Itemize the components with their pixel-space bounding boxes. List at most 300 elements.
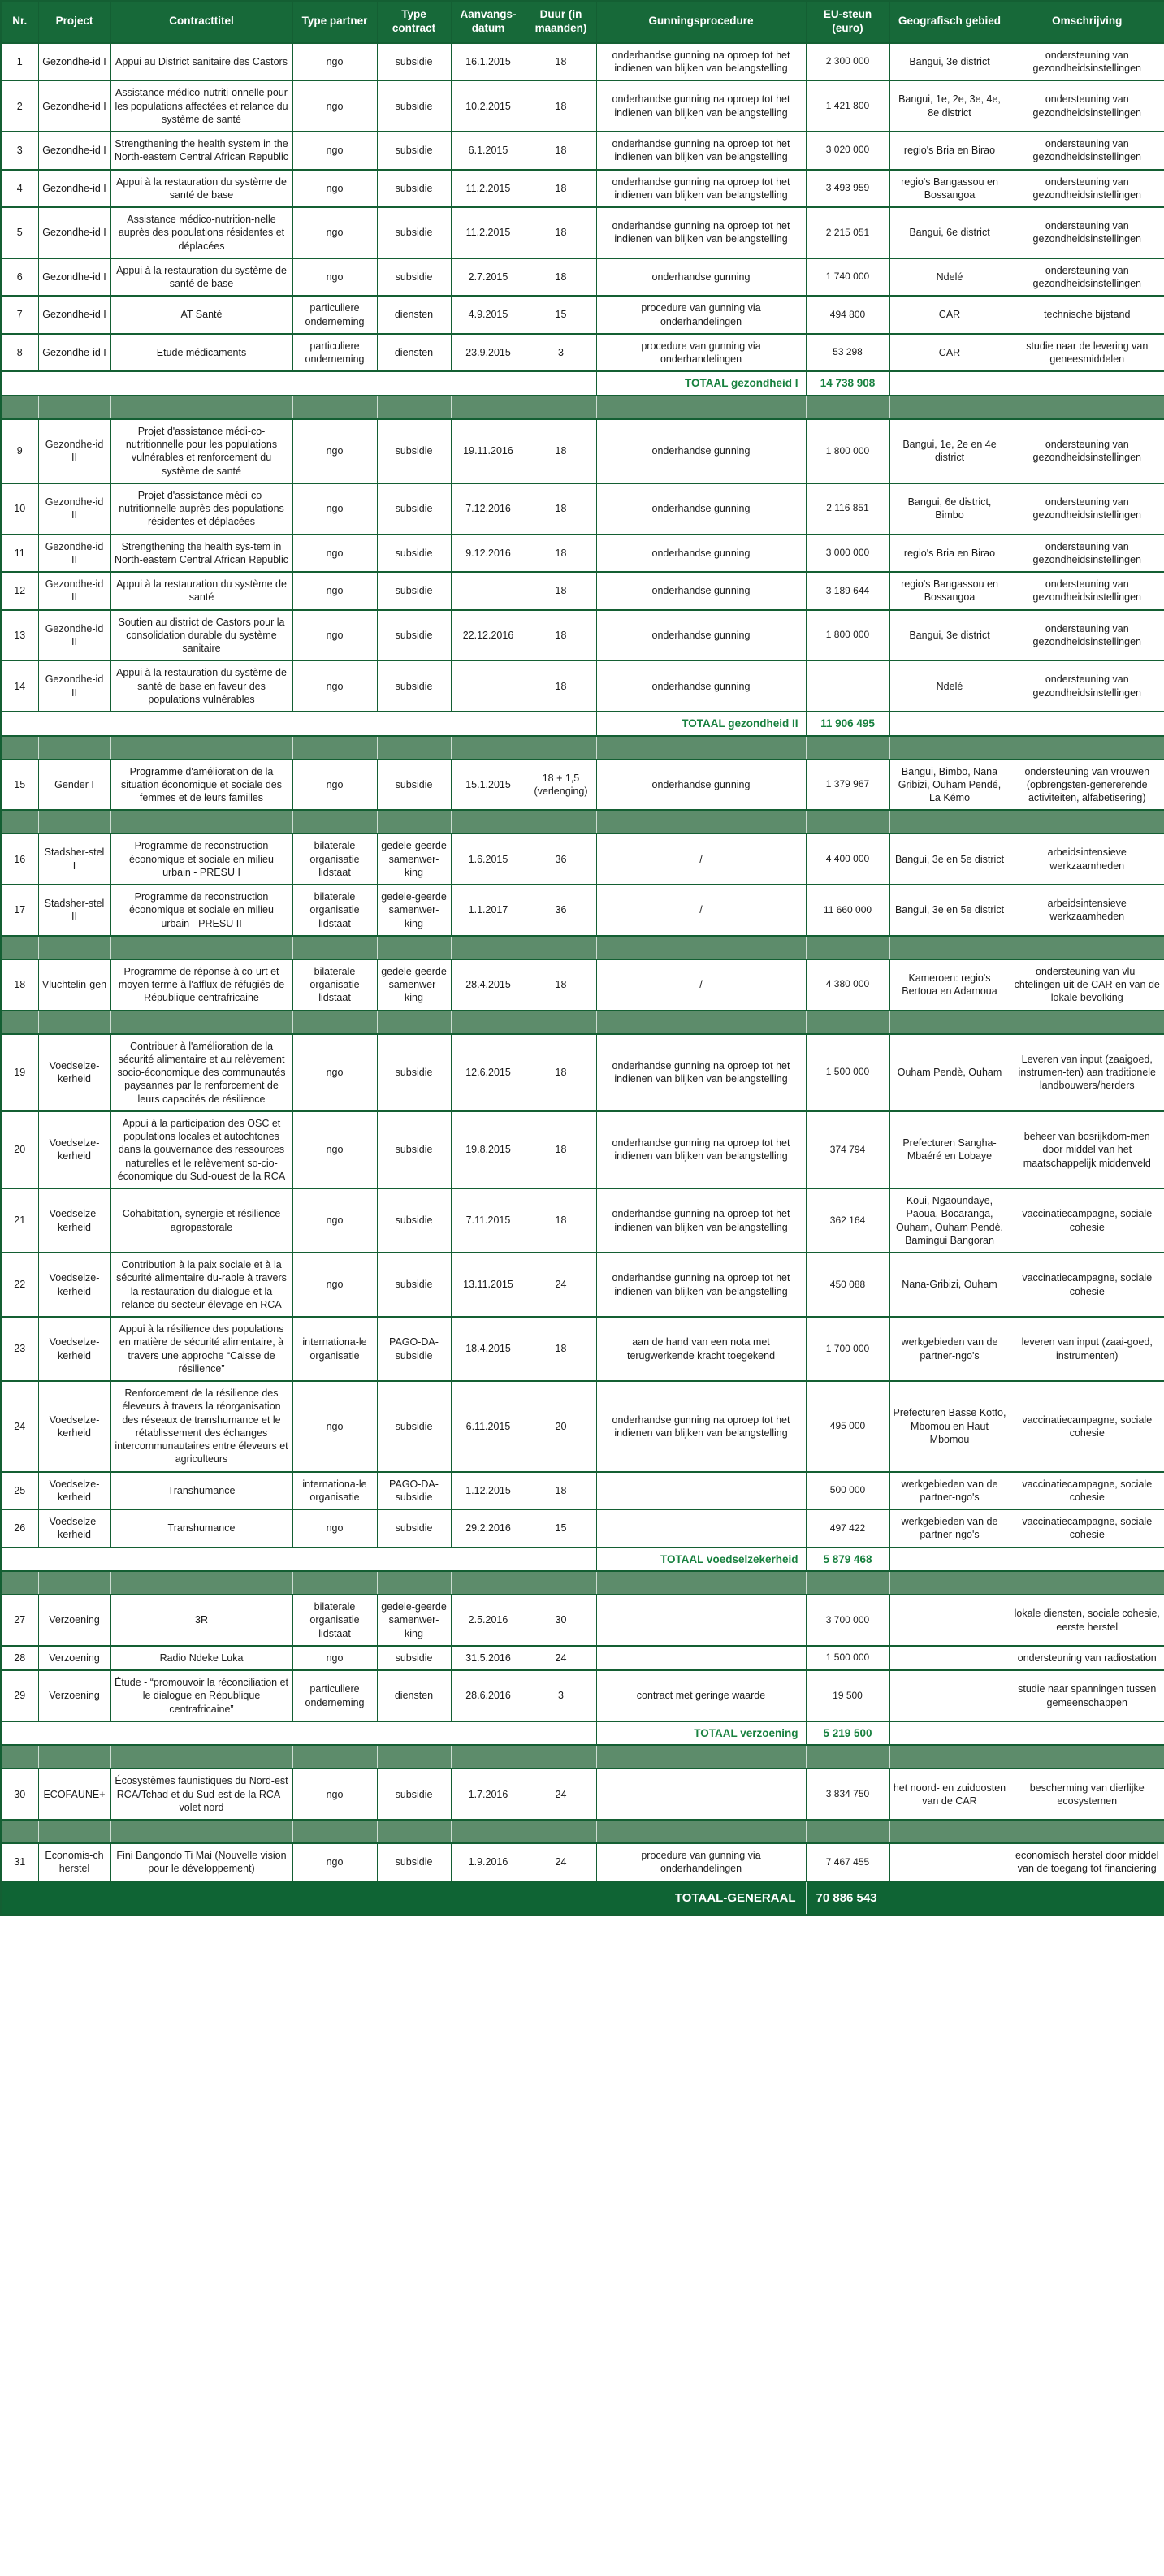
cell: Voedselze-kerheid [38, 1317, 110, 1381]
cell: Appui au District sanitaire des Castors [110, 43, 292, 81]
cell: subsidie [377, 258, 451, 297]
cell: Programme de reconstruction économique et sociale en milieu urbain - PRESU II [110, 885, 292, 936]
separator-band-cell [38, 736, 110, 760]
cell: 497 422 [806, 1509, 889, 1548]
cell: 11.2.2015 [451, 207, 526, 258]
total-value: 5 879 468 [806, 1548, 889, 1572]
separator-band-cell [377, 1745, 451, 1769]
separator-band-cell [110, 810, 292, 833]
header-cell: Contracttitel [110, 1, 292, 43]
cell: particuliere onderneming [292, 1670, 377, 1721]
separator-band-cell [1010, 936, 1164, 959]
cell: ngo [292, 1843, 377, 1881]
cell: CAR [889, 296, 1010, 334]
separator-band-cell [596, 1011, 806, 1034]
separator-band-cell [1, 1820, 38, 1843]
cell: 18 [526, 535, 596, 573]
cell: studie naar de levering van geneesmiddelen [1010, 334, 1164, 372]
cell: onderhandse gunning [596, 572, 806, 610]
table-row [1, 1034, 1164, 1111]
cell: 6.11.2015 [451, 1381, 526, 1472]
cell: 1 700 000 [806, 1317, 889, 1381]
cell: 15 [526, 296, 596, 334]
separator-band [1, 1820, 1164, 1843]
cell: ondersteuning van gezondheidsinstellingen [1010, 43, 1164, 81]
cell: ondersteuning van gezondheidsinstellingen [1010, 572, 1164, 610]
separator-band-cell [1010, 810, 1164, 833]
cell: 18 [526, 419, 596, 483]
cell: 19 [1, 1034, 38, 1111]
cell: 18 [526, 1034, 596, 1111]
separator-band-cell [1, 1571, 38, 1595]
cell: 5 [1, 207, 38, 258]
cell: Bangui, 1e, 2e, 3e, 4e, 8e district [889, 80, 1010, 132]
cell: 2 215 051 [806, 207, 889, 258]
cell: Ndelé [889, 258, 1010, 297]
cell: 2 [1, 80, 38, 132]
cell: Verzoening [38, 1595, 110, 1646]
cell: ngo [292, 170, 377, 208]
cell: Voedselze-kerheid [38, 1253, 110, 1317]
cell: Projet d'assistance médi-co-nutritionnelle auprès des populations résidentes et déplacées [110, 483, 292, 535]
separator-band-cell [596, 1745, 806, 1769]
cell: Etude médicaments [110, 334, 292, 372]
separator-band-cell [1, 810, 38, 833]
cell: Appui à la restauration du système de santé de base [110, 170, 292, 208]
cell: 1 [1, 43, 38, 81]
cell: ngo [292, 1111, 377, 1188]
cell: Bangui, 3e district [889, 43, 1010, 81]
cell: 36 [526, 885, 596, 936]
cell: 7.11.2015 [451, 1188, 526, 1253]
cell: Bangui, 1e, 2e en 4e district [889, 419, 1010, 483]
table-row [1, 660, 1164, 712]
cell: 28.6.2016 [451, 1670, 526, 1721]
cell: Economis-ch herstel [38, 1843, 110, 1881]
cell: 6.1.2015 [451, 132, 526, 170]
separator-band-cell [292, 1745, 377, 1769]
separator-band-cell [377, 1011, 451, 1034]
separator-band-cell [292, 1011, 377, 1034]
cell: ngo [292, 419, 377, 483]
header-cell: Type partner [292, 1, 377, 43]
table-header [1, 1, 1164, 43]
total-label: TOTAAL voedselzekerheid [596, 1548, 806, 1572]
cell: Cohabitation, synergie et résilience agropastorale [110, 1188, 292, 1253]
separator-band-cell [1010, 736, 1164, 760]
cell: Nana-Gribizi, Ouham [889, 1253, 1010, 1317]
table-row [1, 572, 1164, 610]
cell: Gender I [38, 760, 110, 811]
cell: 2.7.2015 [451, 258, 526, 297]
table-row [1, 1646, 1164, 1670]
cell: bilaterale organisatie lidstaat [292, 1595, 377, 1646]
separator-band-cell [526, 396, 596, 419]
cell: 12 [1, 572, 38, 610]
cell: 1 740 000 [806, 258, 889, 297]
total-spacer [1, 712, 596, 736]
cell: Verzoening [38, 1646, 110, 1670]
total-tail [889, 1721, 1164, 1746]
table-row [1, 535, 1164, 573]
header-cell: Type contract [377, 1, 451, 43]
cell: 18 [526, 258, 596, 297]
cell: 1.9.2016 [451, 1843, 526, 1881]
table-row [1, 419, 1164, 483]
cell: Strengthening the health sys-tem in North-eastern Central African Republic [110, 535, 292, 573]
separator-band-cell [110, 736, 292, 760]
cell: 26 [1, 1509, 38, 1548]
cell: 1 800 000 [806, 419, 889, 483]
cell: 3 189 644 [806, 572, 889, 610]
cell: subsidie [377, 207, 451, 258]
cell: werkgebieden van de partner-ngo's [889, 1509, 1010, 1548]
cell: Voedselze-kerheid [38, 1111, 110, 1188]
cell: 18 [526, 1472, 596, 1510]
table-row [1, 170, 1164, 208]
separator-band-cell [1, 1011, 38, 1034]
separator-band-cell [889, 936, 1010, 959]
separator-band-cell [596, 396, 806, 419]
separator-band-cell [1, 736, 38, 760]
cell: 15.1.2015 [451, 760, 526, 811]
cell: Koui, Ngaoundaye, Paoua, Bocaranga, Ouham, Ouham Pendè, Bamingui Bangoran [889, 1188, 1010, 1253]
separator-band-cell [526, 736, 596, 760]
total-tail [889, 1548, 1164, 1572]
cell: 24 [526, 1253, 596, 1317]
separator-band [1, 1745, 1164, 1769]
header-cell: Omschrijving [1010, 1, 1164, 43]
separator-band-cell [377, 936, 451, 959]
cell: 15 [1, 760, 38, 811]
separator-band-cell [889, 736, 1010, 760]
cell: 16.1.2015 [451, 43, 526, 81]
cell: onderhandse gunning na oproep tot het indienen van blijken van belangstelling [596, 1253, 806, 1317]
total-label: TOTAAL verzoening [596, 1721, 806, 1746]
separator-band-cell [451, 1820, 526, 1843]
cell: Bangui, Bimbo, Nana Gribizi, Ouham Pendé, La Kémo [889, 760, 1010, 811]
cell: Voedselze-kerheid [38, 1188, 110, 1253]
cell: 494 800 [806, 296, 889, 334]
cell: Écosystèmes faunistiques du Nord-est RCA/Tchad et du Sud-est de la RCA - volet nord [110, 1769, 292, 1820]
cell: 1 379 967 [806, 760, 889, 811]
separator-band-cell [451, 810, 526, 833]
cell: Strengthening the health system in the North-eastern Central African Republic [110, 132, 292, 170]
separator-band-cell [451, 1571, 526, 1595]
cell: Gezondhe-id I [38, 334, 110, 372]
separator-band [1, 396, 1164, 419]
cell: 14 [1, 660, 38, 712]
header-cell: EU-steun (euro) [806, 1, 889, 43]
total-spacer [1, 1548, 596, 1572]
cell: 30 [526, 1595, 596, 1646]
cell: onderhandse gunning na oproep tot het indienen van blijken van belangstelling [596, 1034, 806, 1111]
cell: 2.5.2016 [451, 1595, 526, 1646]
cell: 500 000 [806, 1472, 889, 1510]
cell: Gezondhe-id I [38, 258, 110, 297]
cell: diensten [377, 334, 451, 372]
cell: Transhumance [110, 1472, 292, 1510]
cell: ECOFAUNE+ [38, 1769, 110, 1820]
cell: Prefecturen Basse Kotto, Mbomou en Haut Mbomou [889, 1381, 1010, 1472]
separator-band-cell [110, 1011, 292, 1034]
cell: 11 [1, 535, 38, 573]
cell: Appui à la restauration du système de santé de base en faveur des populations vulnérables [110, 660, 292, 712]
cell: Assistance médico-nutriti-onnelle pour les populations affectées et relance du système de santé [110, 80, 292, 132]
separator-band-cell [889, 1820, 1010, 1843]
cell: beheer van bosrijkdom-men door middel van het maatschappelijk middenveld [1010, 1111, 1164, 1188]
separator-band-cell [110, 396, 292, 419]
cell: 18 [526, 610, 596, 661]
cell: 24 [526, 1843, 596, 1881]
separator-band-cell [526, 1571, 596, 1595]
cell: 18.4.2015 [451, 1317, 526, 1381]
cell: ngo [292, 1253, 377, 1317]
grand-total-row [1, 1881, 1164, 1916]
separator-band-cell [889, 810, 1010, 833]
table-row [1, 959, 1164, 1011]
table-row [1, 610, 1164, 661]
cell [889, 1670, 1010, 1721]
cell: 24 [1, 1381, 38, 1472]
cell: contract met geringe waarde [596, 1670, 806, 1721]
total-label: TOTAAL gezondheid II [596, 712, 806, 736]
cell: onderhandse gunning [596, 660, 806, 712]
cell: gedele-geerde samenwer-king [377, 833, 451, 885]
separator-band-cell [451, 1745, 526, 1769]
cell: gedele-geerde samenwer-king [377, 959, 451, 1011]
cell: 18 [526, 1111, 596, 1188]
cell: Radio Ndeke Luka [110, 1646, 292, 1670]
separator-band-cell [377, 1820, 451, 1843]
cell: internationa-le organisatie [292, 1472, 377, 1510]
cell: 23.9.2015 [451, 334, 526, 372]
cell: 8 [1, 334, 38, 372]
cell: Programme d'amélioration de la situation économique et sociale des femmes et de leurs familles [110, 760, 292, 811]
cell: technische bijstand [1010, 296, 1164, 334]
cell: onderhandse gunning [596, 760, 806, 811]
table-row [1, 1317, 1164, 1381]
table-row [1, 258, 1164, 297]
cell: onderhandse gunning [596, 483, 806, 535]
cell: 4 380 000 [806, 959, 889, 1011]
grand-total-value: 70 886 543 [806, 1881, 1164, 1916]
cell: subsidie [377, 43, 451, 81]
cell: 9 [1, 419, 38, 483]
cell: 13 [1, 610, 38, 661]
cell: onderhandse gunning [596, 535, 806, 573]
cell: 3 [1, 132, 38, 170]
cell: / [596, 959, 806, 1011]
cell: 18 [526, 80, 596, 132]
cell: ngo [292, 610, 377, 661]
separator-band-cell [806, 1745, 889, 1769]
cell: regio's Bangassou en Bossangoa [889, 170, 1010, 208]
separator-band-cell [451, 396, 526, 419]
cell: subsidie [377, 572, 451, 610]
cell: onderhandse gunning na oproep tot het indienen van blijken van belangstelling [596, 80, 806, 132]
cell: ondersteuning van gezondheidsinstellingen [1010, 610, 1164, 661]
cell: ngo [292, 1509, 377, 1548]
cell: 16 [1, 833, 38, 885]
cell: Leveren van input (zaaigoed, instrumen-ten) aan traditionele landbouwers/herders [1010, 1034, 1164, 1111]
separator-band-cell [806, 1011, 889, 1034]
cell: vaccinatiecampagne, sociale cohesie [1010, 1472, 1164, 1510]
cell: 3 700 000 [806, 1595, 889, 1646]
cell: 17 [1, 885, 38, 936]
separator-band-cell [596, 736, 806, 760]
cell: Gezondhe-id II [38, 535, 110, 573]
cell: / [596, 833, 806, 885]
table-row [1, 760, 1164, 811]
cell: 24 [526, 1646, 596, 1670]
cell: subsidie [377, 1381, 451, 1472]
cell: 450 088 [806, 1253, 889, 1317]
header-cell: Project [38, 1, 110, 43]
cell: leveren van input (zaai-goed, instrumenten) [1010, 1317, 1164, 1381]
table-row [1, 1843, 1164, 1881]
cell: subsidie [377, 1769, 451, 1820]
separator-band-cell [806, 936, 889, 959]
cell: 22 [1, 1253, 38, 1317]
cell: subsidie [377, 1253, 451, 1317]
cell: 15 [526, 1509, 596, 1548]
cell: 18 [526, 1317, 596, 1381]
cell: 1.7.2016 [451, 1769, 526, 1820]
separator-band-cell [526, 1820, 596, 1843]
separator-band-cell [1010, 1571, 1164, 1595]
cell: procedure van gunning via onderhandelingen [596, 296, 806, 334]
cell: onderhandse gunning na oproep tot het indienen van blijken van belangstelling [596, 1188, 806, 1253]
cell: regio's Bria en Birao [889, 535, 1010, 573]
cell: subsidie [377, 132, 451, 170]
cell: 1 800 000 [806, 610, 889, 661]
cell: Appui à la restauration du système de santé de base [110, 258, 292, 297]
total-row [1, 1548, 1164, 1572]
table-row [1, 1188, 1164, 1253]
cell: 30 [1, 1769, 38, 1820]
header-cell: Duur (in maanden) [526, 1, 596, 43]
cell: 1 500 000 [806, 1646, 889, 1670]
cell: 18 [526, 43, 596, 81]
cell: vaccinatiecampagne, sociale cohesie [1010, 1381, 1164, 1472]
table-row [1, 80, 1164, 132]
separator-band-cell [110, 1820, 292, 1843]
header-cell: Aanvangs-datum [451, 1, 526, 43]
cell: ondersteuning van gezondheidsinstellingen [1010, 258, 1164, 297]
total-value: 11 906 495 [806, 712, 889, 736]
cell: 29.2.2016 [451, 1509, 526, 1548]
separator-band-cell [596, 810, 806, 833]
cell: ondersteuning van gezondheidsinstellingen [1010, 660, 1164, 712]
cell: particuliere onderneming [292, 296, 377, 334]
table-row [1, 1253, 1164, 1317]
cell: Bangui, 3e en 5e district [889, 885, 1010, 936]
cell: 18 [526, 132, 596, 170]
cell: ngo [292, 1646, 377, 1670]
separator-band-cell [292, 1820, 377, 1843]
cell: 4.9.2015 [451, 296, 526, 334]
cell: PAGO-DA-subsidie [377, 1317, 451, 1381]
cell: / [596, 885, 806, 936]
cell: 36 [526, 833, 596, 885]
cell: regio's Bria en Birao [889, 132, 1010, 170]
cell: Appui à la participation des OSC et populations locales et autochtones dans la gouvernance des ressources naturelles et le relèvement so-cio-économique du Sud-ouest de la RCA [110, 1111, 292, 1188]
separator-band-cell [38, 1571, 110, 1595]
cell: ondersteuning van gezondheidsinstellingen [1010, 170, 1164, 208]
table-row [1, 1595, 1164, 1646]
cell: Kameroen: regio's Bertoua en Adamoua [889, 959, 1010, 1011]
separator-band-cell [889, 1011, 1010, 1034]
cell: 2 116 851 [806, 483, 889, 535]
cell: Vluchtelin-gen [38, 959, 110, 1011]
cell: Contribution à la paix sociale et à la sécurité alimentaire du-rable à travers la restauration du dialogue et la relance du secteur élevage en RCA [110, 1253, 292, 1317]
table-row [1, 1472, 1164, 1510]
separator-band-cell [451, 1011, 526, 1034]
cell: aan de hand van een nota met terugwerkende kracht toegekend [596, 1317, 806, 1381]
cell: Gezondhe-id II [38, 419, 110, 483]
cell: Gezondhe-id I [38, 43, 110, 81]
separator-band-cell [806, 1820, 889, 1843]
cell: 25 [1, 1472, 38, 1510]
cell: 4 [1, 170, 38, 208]
cell: Bangui, 6e district [889, 207, 1010, 258]
table-row [1, 833, 1164, 885]
separator-band-cell [377, 1571, 451, 1595]
cell: particuliere onderneming [292, 334, 377, 372]
cell: bilaterale organisatie lidstaat [292, 959, 377, 1011]
separator-band-cell [110, 1571, 292, 1595]
cell: 3R [110, 1595, 292, 1646]
cell: 18 + 1,5 (verlenging) [526, 760, 596, 811]
cell: Assistance médico-nutrition-nelle auprès des populations résidentes et déplacées [110, 207, 292, 258]
cell: lokale diensten, sociale cohesie, eerste herstel [1010, 1595, 1164, 1646]
cell: Gezondhe-id I [38, 80, 110, 132]
total-spacer [1, 1721, 596, 1746]
table-row [1, 1769, 1164, 1820]
cell: 18 [1, 959, 38, 1011]
cell: diensten [377, 1670, 451, 1721]
header-cell: Geografisch gebied [889, 1, 1010, 43]
cell: procedure van gunning via onderhandelingen [596, 1843, 806, 1881]
cell: 19.8.2015 [451, 1111, 526, 1188]
cell: 7 467 455 [806, 1843, 889, 1881]
cell: subsidie [377, 760, 451, 811]
cell: Renforcement de la résilience des éleveurs à travers la réorganisation des réseaux de transhumance et le rétablissement des échanges intercommunautaires entre éleveurs et agriculteurs [110, 1381, 292, 1472]
cell: 6 [1, 258, 38, 297]
cell: 27 [1, 1595, 38, 1646]
cell: 18 [526, 959, 596, 1011]
cell [451, 572, 526, 610]
table-row [1, 1670, 1164, 1721]
cell: 3 020 000 [806, 132, 889, 170]
cell: Gezondhe-id II [38, 483, 110, 535]
cell: Stadsher-stel II [38, 885, 110, 936]
cell: subsidie [377, 1111, 451, 1188]
cell: onderhandse gunning [596, 258, 806, 297]
separator-band-cell [1010, 1011, 1164, 1034]
cell: 18 [526, 483, 596, 535]
cell: 374 794 [806, 1111, 889, 1188]
cell: 12.6.2015 [451, 1034, 526, 1111]
total-row [1, 1721, 1164, 1746]
separator-band-cell [292, 736, 377, 760]
table-row [1, 1381, 1164, 1472]
cell: 28 [1, 1646, 38, 1670]
cell: gedele-geerde samenwer-king [377, 1595, 451, 1646]
cell: vaccinatiecampagne, sociale cohesie [1010, 1509, 1164, 1548]
cell: procedure van gunning via onderhandelingen [596, 334, 806, 372]
